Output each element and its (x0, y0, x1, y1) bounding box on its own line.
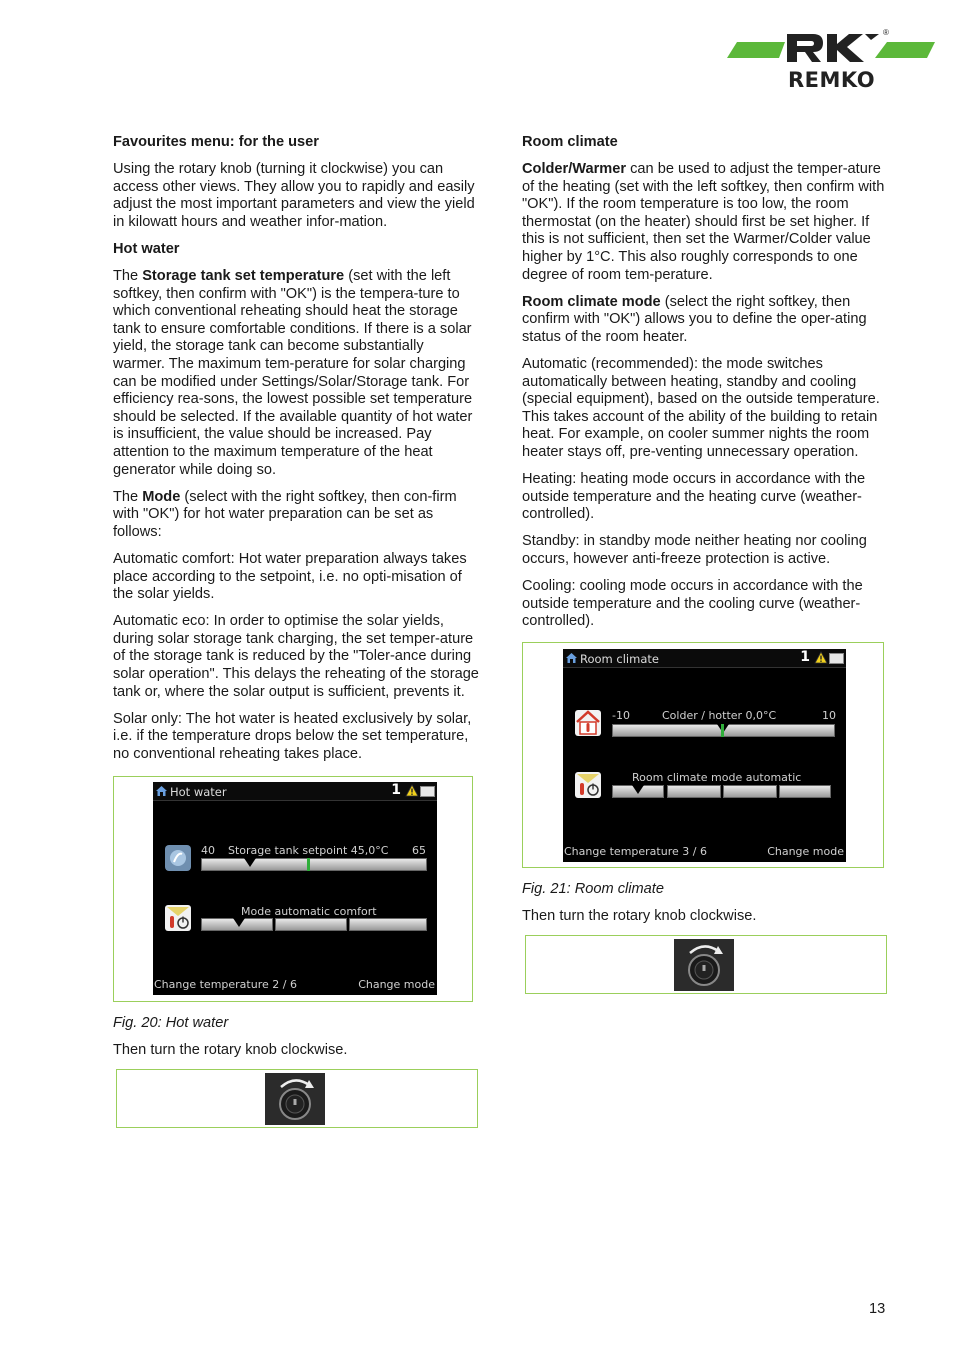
heading-favourites: Favourites menu: for the user (113, 134, 319, 150)
heat-circuit-badge: 1 (391, 781, 401, 798)
screen-topbar (563, 649, 846, 668)
screen-softkey-bar (563, 846, 846, 862)
term-colder-warmer: Colder/Warmer (522, 161, 627, 178)
sd-card-icon (829, 653, 844, 664)
figure-rotary-knob-right (525, 935, 887, 994)
mode-label: Mode automatic comfort (241, 904, 377, 918)
term-room-climate-mode: Room climate mode (522, 293, 661, 310)
setpoint-min: -10 (612, 708, 630, 722)
setpoint-min: 40 (201, 843, 215, 857)
slider-pointer (244, 858, 256, 867)
paragraph-solar-only: Solar only: The hot water is heated exclusively by solar, i.e. if the temperature drops below the set temperature, no conventional reheating takes place. (113, 710, 472, 762)
screen-room-climate (563, 649, 846, 862)
mode-segment-2[interactable] (667, 785, 721, 798)
sd-card-icon (420, 786, 435, 797)
rotary-knob-icon (265, 1073, 325, 1125)
screen-title: Room climate (580, 651, 659, 666)
home-icon (565, 651, 578, 664)
paragraph-automatic-comfort: Automatic comfort: Hot water preparation always takes place according to the setpoint, i.e. no opti-misation of the solar yields. (113, 550, 467, 603)
term-mode: Mode (142, 488, 181, 505)
heading-hot-water: Hot water (113, 240, 180, 257)
right-column (522, 134, 888, 1006)
paragraph-heating: Heating: heating mode occurs in accordance with the outside temperature and the heating curve (weather-controlled). (522, 471, 866, 523)
temperature-slider[interactable] (201, 858, 427, 871)
water-tap-icon (164, 844, 192, 872)
figure-rotary-knob-left (116, 1069, 478, 1128)
slider-current-value-marker (721, 724, 724, 737)
paragraph-then-left: Then turn the rotary knob clockwise. (113, 1041, 348, 1058)
figure-room-climate (522, 642, 884, 868)
softkey-right-label[interactable]: Change mode (358, 977, 435, 991)
screen-title: Hot water (170, 784, 227, 799)
house-thermometer-icon (574, 709, 602, 737)
heat-circuit-badge: 1 (800, 648, 810, 665)
setpoint-label: Storage tank setpoint 45,0°C (228, 843, 389, 857)
home-icon (155, 784, 168, 797)
mode-segment-4[interactable] (779, 785, 831, 798)
left-column (113, 134, 479, 1140)
paragraph-mode: The Mode (select with the right softkey, then con-firm with "OK") for hot water preparation can be set as follows: (113, 488, 457, 540)
paragraph-automatic-eco: Automatic eco: In order to optimise the solar yields, during solar storage tank charging, the set temper-ature of the storage tank is reduced by the "Toler-ance during solar operation". This delays the reheating of the storage tank or, where the solar output is sufficient, prevents it. (113, 613, 479, 700)
setpoint-label: Colder / hotter 0,0°C (662, 708, 777, 722)
figure-hot-water (113, 776, 473, 1002)
mode-segment-3[interactable] (723, 785, 777, 798)
heading-room-climate: Room climate (522, 134, 618, 150)
mode-pointer (632, 785, 644, 794)
screen-softkey-bar (153, 979, 437, 995)
mode-pointer (233, 918, 245, 927)
term-storage-tank-set-temperature: Storage tank set temperature (142, 268, 345, 285)
softkey-left-label[interactable]: Change temperature 3 / 6 (564, 845, 707, 859)
paragraph-then-right: Then turn the rotary knob clockwise. (522, 907, 757, 924)
remko-logo (725, 30, 937, 92)
mode-segment-2[interactable] (275, 918, 347, 931)
paragraph-automatic: Automatic (recommended): the mode switches automatically between heating, standby and cooling (special equipment), based on the outside temperature. This takes account of the ability of the building to retain heat. For example, on cooler summer nights the room heater stays off, pre-venting unnecessary operation. (522, 356, 880, 460)
registered-mark: ® (883, 28, 889, 37)
paragraph-colder-warmer: Colder/Warmer can be used to adjust the temper-ature of the heating (set with the left softkey, then confirm with "OK"). If the room temperature is too low, the room thermostat (on the heater) should first be set higher. If this is not sufficient, then set the Warmer/Colder value higher by 1°C. This also roughly corresponds to one degree of room tem-perature. (522, 161, 885, 283)
screen-hot-water (153, 782, 437, 995)
softkey-left-label[interactable]: Change temperature 2 / 6 (154, 977, 297, 991)
slider-current-value-marker (307, 858, 310, 871)
paragraph-room-climate-mode: Room climate mode (select the right softkey, then confirm with "OK") allows you to define the oper-ating status of the room heater. (522, 293, 867, 345)
mode-thermometer-power-icon (164, 904, 192, 932)
screen-topbar (153, 782, 437, 801)
paragraph-favourites: Using the rotary knob (turning it clockwise) you can access other views. They allow you to rapidly and easily adjust the most important parameters and view the yield in kilowatt hours and weather infor-mation. (113, 161, 475, 230)
paragraph-storage: The Storage tank set temperature (set with the left softkey, then confirm with "OK") is the tempera-ture to which conventional reheating should heat the storage tank to ensure comfortable conditions. If there is a solar yield, the storage tank can become substantially warmer. The maximum tem-perature for solar charging can be modified under Settings/Solar/Storage tank. For efficiency rea-sons, the lowest possible set temperature should be selected. If the available quantity of hot water is insufficient, the value should be increased. Pay attention to the maximum temperature of the heat generator while doing so. (113, 268, 473, 478)
mode-thermometer-power-icon (574, 771, 602, 799)
caption-fig-20: Fig. 20: Hot water (113, 1014, 229, 1031)
setpoint-max: 10 (822, 708, 836, 722)
warning-icon (405, 784, 419, 797)
page-number: 13 (869, 1301, 886, 1317)
mode-segment-3[interactable] (349, 918, 427, 931)
softkey-right-label[interactable]: Change mode (767, 845, 844, 859)
rotary-knob-icon (674, 939, 734, 991)
caption-fig-21: Fig. 21: Room climate (522, 880, 664, 897)
setpoint-max: 65 (412, 843, 426, 857)
mode-label: Room climate mode automatic (632, 770, 802, 784)
warning-icon (814, 651, 828, 664)
brand-name: REMKO (788, 68, 876, 92)
paragraph-standby: Standby: in standby mode neither heating nor cooling occurs, however anti-freeze protection is active. (522, 533, 867, 567)
paragraph-cooling: Cooling: cooling mode occurs in accordance with the outside temperature and the cooling curve (weather-controlled). (522, 578, 863, 630)
